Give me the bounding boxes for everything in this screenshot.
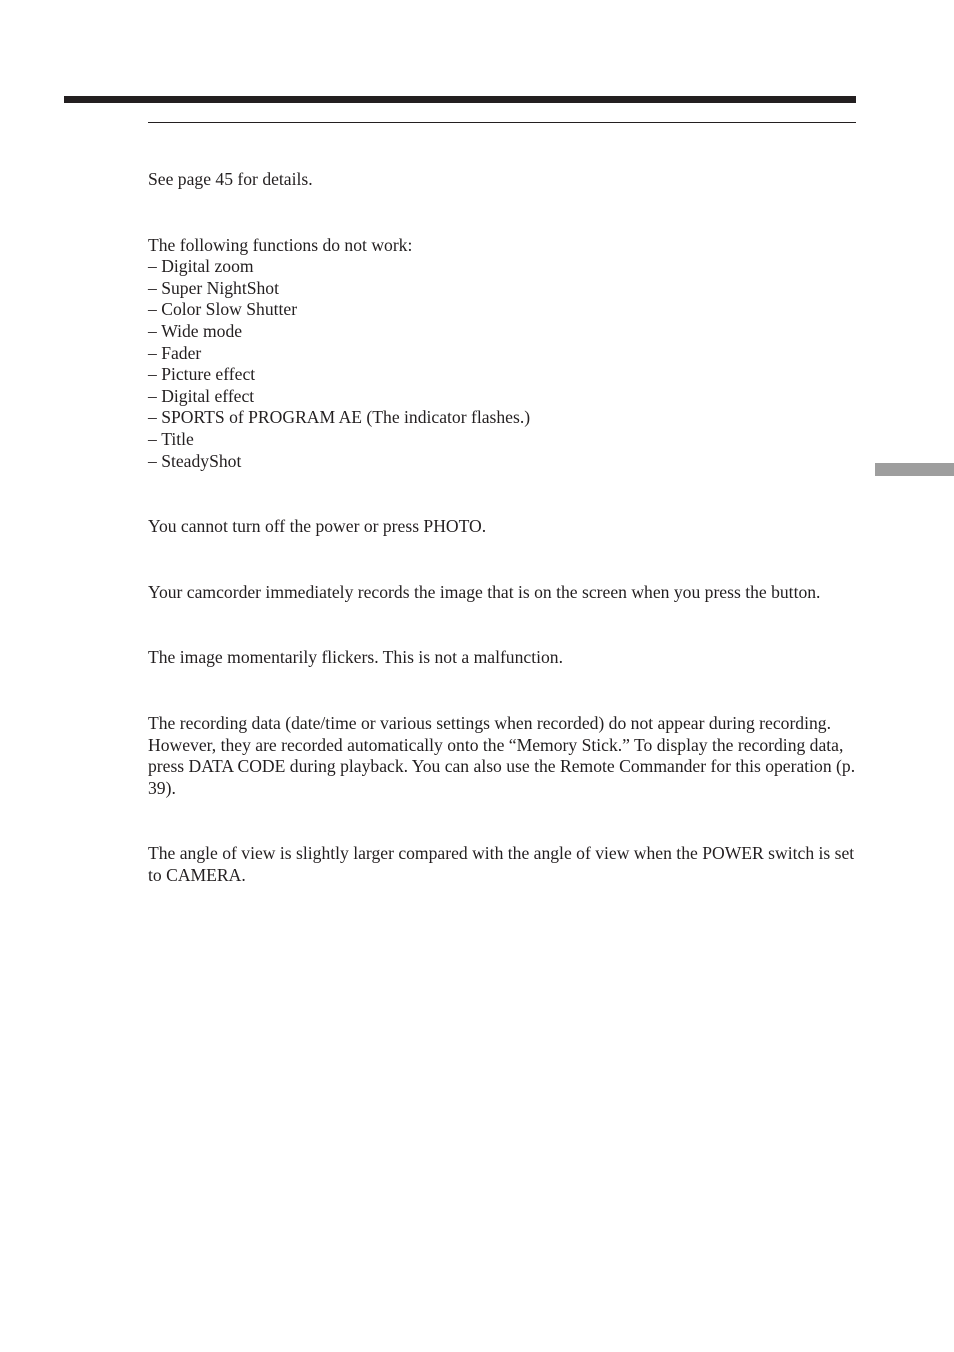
- list-item: – Picture effect: [148, 364, 860, 386]
- note-immediate-record: [148, 582, 860, 604]
- note-disabled-functions: [148, 235, 860, 473]
- list-item: – SPORTS of PROGRAM AE (The indicator flashes.): [148, 407, 860, 429]
- paragraph-text: Your camcorder immediately records the image that is on the screen when you press the button.: [148, 581, 821, 602]
- note-page-reference: [148, 169, 860, 191]
- list-item: – Super NightShot: [148, 278, 860, 300]
- list-item: – Fader: [148, 343, 860, 365]
- paragraph-text: The angle of view is slightly larger compared with the angle of view when the POWER switch is set to CAMERA.: [148, 843, 855, 885]
- page-content: [148, 169, 860, 886]
- paragraph-text: You cannot turn off the power or press PHOTO.: [148, 516, 487, 537]
- disabled-functions-list: [148, 256, 860, 472]
- note-recording-data: [148, 713, 860, 799]
- paragraph-text: The recording data (date/time or various settings when recorded) do not appear during recording. However, they are recorded automatically onto the “Memory Stick.” To display the recording data, press DATA CODE during playback. You can also use the Remote Commander for this operation (p. 39).: [148, 712, 856, 798]
- note-power-photo: [148, 516, 860, 538]
- note-image-flicker: [148, 647, 860, 669]
- header-thick-rule: [64, 96, 856, 103]
- paragraph-text: The image momentarily flickers. This is not a malfunction.: [148, 647, 563, 668]
- list-item: – Color Slow Shutter: [148, 299, 860, 321]
- side-section-tab: [875, 463, 954, 476]
- list-item: – SteadyShot: [148, 451, 860, 473]
- paragraph-text: See page 45 for details.: [148, 169, 313, 189]
- paragraph-text: The following functions do not work:: [148, 234, 413, 255]
- list-item: – Digital zoom: [148, 256, 860, 278]
- list-item: – Digital effect: [148, 386, 860, 408]
- list-item: – Title: [148, 429, 860, 451]
- header-thin-rule: [148, 122, 856, 123]
- list-item: – Wide mode: [148, 321, 860, 343]
- note-angle-of-view: [148, 843, 860, 886]
